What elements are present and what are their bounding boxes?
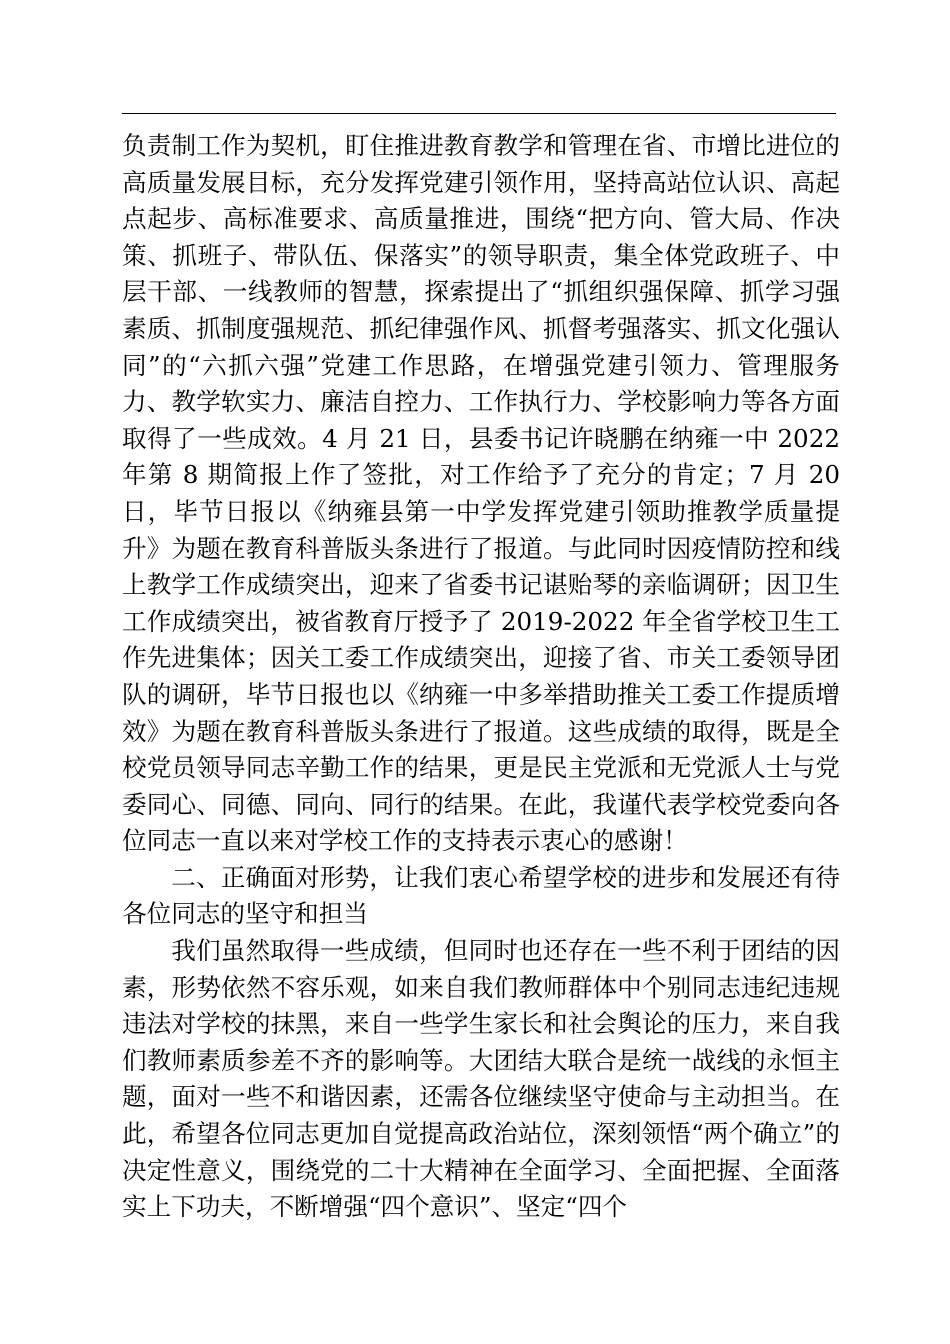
section-heading-two: 二、正确面对形势，让我们衷心希望学校的进步和发展还有待各位同志的坚守和担当 (122, 862, 840, 929)
header-rule (122, 113, 836, 114)
paragraph-situation: 我们虽然取得一些成绩，但同时也还存在一些不利于团结的因素，形势依然不容乐观，如来自我们教师群体中个别同志违纪违规违法对学校的抹黑，来自一些学生家长和社会舆论的压力，来自我们教师素质参差不齐的影响等。大团结大联合是统一战线的永恒主题，面对一些不和谐因素，还需各位继续坚守使命与主动担当。在此，希望各位同志更加自觉提高政治站位，深刻领悟“两个确立”的决定性意义，围绕党的二十大精神在全面学习、全面把握、全面落实上下功夫，不断增强“四个意识”、坚定“四个 (122, 936, 840, 1222)
paragraph-achievements: 负责制工作为契机，盯住推进教育教学和管理在省、市增比进位的高质量发展目标，充分发挥党建引领作用，坚持高站位认识、高起点起步、高标准要求、高质量推进，围绕“把方向、管大局、作决策、抓班子、带队伍、保落实”的领导职责，集全体党政班子、中层干部、一线教师的智慧，探索提出了“抓组织强保障、抓学习强素质、抓制度强规范、抓纪律强作风、抓督考强落实、抓文化强认同”的“六抓六强”党建工作思路，在增强党建引领力、管理服务力、教学软实力、廉洁自控力、工作执行力、学校影响力等各方面取得了一些成效。4 月 21 日，县委书记许晓鹏在纳雍一中 2022 年第 8 期简报上作了签批，对工作给予了充分的肯定；7 月 20 日，毕节日报以《纳雍县第一中学发挥党建引领助推教学质量提升》为题在教育科普版头条进行了报道。与此同时因疫情防控和线上教学工作成绩突出，迎来了省委书记谌贻琴的亲临调研；因卫生工作成绩突出，被省教育厅授予了 2019-2022 年全省学校卫生工作先进集体；因关工委工作成绩突出，迎接了省、市关工委领导团队的调研，毕节日报也以《纳雍一中多举措助推关工委工作提质增效》为题在教育科普版头条进行了报道。这些成绩的取得，既是全校党员领导同志辛勤工作的结果，更是民主党派和无党派人士与党委同心、同德、同向、同行的结果。在此，我谨代表学校党委向各位同志一直以来对学校工作的支持表示衷心的感谢！ (122, 131, 840, 856)
document-body (122, 128, 840, 1226)
